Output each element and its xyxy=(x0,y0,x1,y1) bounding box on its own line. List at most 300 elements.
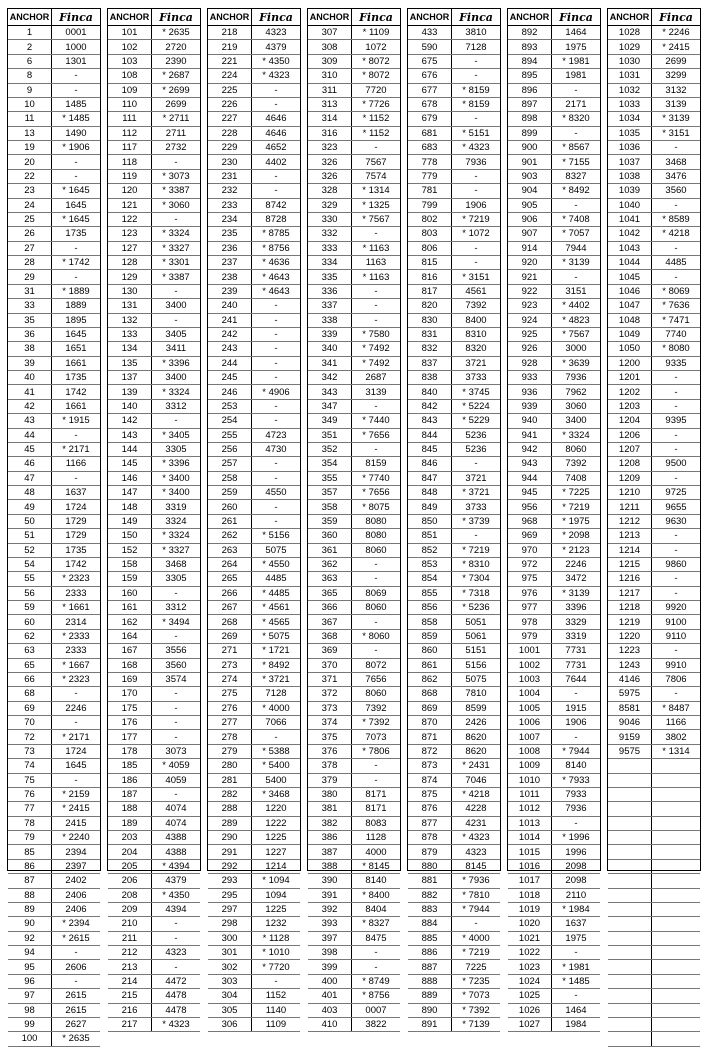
finca-code: * 7219 xyxy=(462,947,490,959)
finca-code: * 7944 xyxy=(562,745,590,757)
finca-code: * 7440 xyxy=(362,415,390,427)
finca-code: - xyxy=(674,587,678,599)
anchor-code: 46 xyxy=(8,457,52,470)
table-row xyxy=(608,730,700,744)
anchor-code: 279 xyxy=(208,745,252,758)
table-row xyxy=(408,630,500,644)
anchor-code: 119 xyxy=(108,170,152,183)
finca-code: 2606 xyxy=(65,961,87,973)
finca-code: 7731 xyxy=(565,659,587,671)
table-row xyxy=(508,500,600,514)
finca-code: * 8756 xyxy=(362,990,390,1002)
table-row xyxy=(8,328,100,342)
finca-code: 3139 xyxy=(665,99,687,111)
finca-code: - xyxy=(274,415,278,427)
anchor-code: 806 xyxy=(408,242,452,255)
table-row xyxy=(308,371,400,385)
table-row xyxy=(308,774,400,788)
anchor-code: 48 xyxy=(8,486,52,499)
anchor-code: 237 xyxy=(208,256,252,269)
anchor-code: 1022 xyxy=(508,946,552,959)
finca-code: * 8072 xyxy=(362,70,390,82)
conversion-table xyxy=(7,8,101,1045)
table-row xyxy=(508,817,600,831)
anchor-code: 380 xyxy=(308,788,352,801)
finca-code: 8404 xyxy=(365,904,387,916)
finca-code: 8072 xyxy=(365,659,387,671)
anchor-code: 1031 xyxy=(608,69,652,82)
anchor-code: 204 xyxy=(108,845,152,858)
finca-code: 1222 xyxy=(265,817,287,829)
table-row xyxy=(8,529,100,543)
table-row xyxy=(8,745,100,759)
finca-code: - xyxy=(174,961,178,973)
table-row xyxy=(408,874,500,888)
table-row xyxy=(8,429,100,443)
finca-code: - xyxy=(574,990,578,1002)
anchor-header: ANCHOR xyxy=(308,9,352,25)
anchor-code: 328 xyxy=(308,184,352,197)
table-row xyxy=(508,342,600,356)
anchor-code: 369 xyxy=(308,644,352,657)
finca-code: - xyxy=(574,84,578,96)
finca-code: * 3324 xyxy=(162,530,190,542)
table-row xyxy=(208,960,300,974)
table-row xyxy=(308,644,400,658)
table-row xyxy=(308,946,400,960)
table-row xyxy=(408,55,500,69)
table-row xyxy=(8,802,100,816)
anchor-code: 920 xyxy=(508,256,552,269)
table-row xyxy=(8,716,100,730)
table-row xyxy=(108,774,200,788)
anchor-code: 896 xyxy=(508,84,552,97)
anchor-code: 362 xyxy=(308,558,352,571)
anchor-code: 868 xyxy=(408,687,452,700)
table-row xyxy=(108,184,200,198)
finca-code: * 1906 xyxy=(62,142,90,154)
finca-code: - xyxy=(274,343,278,355)
table-row xyxy=(308,472,400,486)
table-row xyxy=(208,687,300,701)
finca-code: 3319 xyxy=(165,501,187,513)
finca-code: 4485 xyxy=(265,573,287,585)
anchor-code: 94 xyxy=(8,946,52,959)
table-row xyxy=(108,716,200,730)
finca-code: * 4218 xyxy=(462,789,490,801)
anchor-code: 188 xyxy=(108,802,152,815)
finca-code: - xyxy=(574,127,578,139)
finca-code: 8599 xyxy=(465,702,487,714)
finca-code: - xyxy=(474,185,478,197)
finca-code: 8620 xyxy=(465,731,487,743)
anchor-code: 231 xyxy=(208,170,252,183)
table-row xyxy=(208,659,300,673)
anchor-code: 889 xyxy=(408,989,452,1002)
anchor-code: 1217 xyxy=(608,587,652,600)
table-row xyxy=(208,903,300,917)
table-row xyxy=(608,270,700,284)
table-row xyxy=(408,371,500,385)
anchor-code: 1009 xyxy=(508,759,552,772)
finca-code: * 3721 xyxy=(262,674,290,686)
finca-code: 8060 xyxy=(365,602,387,614)
finca-code: * 3060 xyxy=(162,199,190,211)
table-row xyxy=(308,702,400,716)
anchor-code: 274 xyxy=(208,673,252,686)
table-row xyxy=(408,213,500,227)
finca-code: - xyxy=(674,400,678,412)
anchor-code: 905 xyxy=(508,199,552,212)
finca-code: * 7408 xyxy=(562,214,590,226)
anchor-code: 164 xyxy=(108,630,152,643)
anchor-code xyxy=(608,989,652,1002)
table-row xyxy=(208,644,300,658)
table-row xyxy=(8,127,100,141)
finca-code: - xyxy=(74,271,78,283)
table-row xyxy=(208,227,300,241)
finca-code: * 4485 xyxy=(262,587,290,599)
finca-code: 7936 xyxy=(565,803,587,815)
finca-code: 2699 xyxy=(665,55,687,67)
anchor-code: 803 xyxy=(408,227,452,240)
table-row xyxy=(108,630,200,644)
finca-code: 3733 xyxy=(465,501,487,513)
table-row xyxy=(508,55,600,69)
finca-code: - xyxy=(474,170,478,182)
table-row xyxy=(8,256,100,270)
anchor-code: 1218 xyxy=(608,601,652,614)
anchor-code: 52 xyxy=(8,544,52,557)
table-row xyxy=(208,845,300,859)
finca-code: 2246 xyxy=(565,559,587,571)
finca-code: 2402 xyxy=(65,875,87,887)
table-row xyxy=(608,615,700,629)
table-row xyxy=(508,989,600,1003)
finca-code: - xyxy=(374,616,378,628)
anchor-code: 55 xyxy=(8,572,52,585)
table-row xyxy=(208,141,300,155)
finca-code: 1651 xyxy=(65,343,87,355)
finca-code: - xyxy=(374,300,378,312)
table-row xyxy=(308,127,400,141)
table-row xyxy=(208,759,300,773)
finca-code: 2397 xyxy=(65,860,87,872)
table-row xyxy=(608,414,700,428)
table-row xyxy=(408,155,500,169)
anchor-code xyxy=(608,845,652,858)
table-row xyxy=(608,385,700,399)
anchor-code: 244 xyxy=(208,357,252,370)
table-row xyxy=(308,529,400,543)
anchor-code: 120 xyxy=(108,184,152,197)
anchor-code: 843 xyxy=(408,414,452,427)
table-row xyxy=(108,673,200,687)
finca-code: * 3468 xyxy=(262,789,290,801)
table-row xyxy=(308,328,400,342)
finca-code: 2098 xyxy=(565,860,587,872)
anchor-code: 914 xyxy=(508,242,552,255)
table-row xyxy=(508,69,600,83)
anchor-code: 221 xyxy=(208,55,252,68)
anchor-code: 185 xyxy=(108,759,152,772)
anchor-code: 23 xyxy=(8,184,52,197)
finca-code: * 3324 xyxy=(562,429,590,441)
finca-code: * 3139 xyxy=(662,113,690,125)
finca-code: * 3151 xyxy=(462,271,490,283)
finca-code: 7731 xyxy=(565,645,587,657)
finca-code: * 7073 xyxy=(462,990,490,1002)
table-row xyxy=(108,55,200,69)
table-row xyxy=(8,759,100,773)
conversion-table xyxy=(507,8,601,1031)
table-row xyxy=(408,601,500,615)
table-row xyxy=(408,903,500,917)
anchor-code: 1210 xyxy=(608,486,652,499)
finca-code: 1645 xyxy=(65,329,87,341)
finca-code: * 7392 xyxy=(362,717,390,729)
table-row xyxy=(308,457,400,471)
table-row xyxy=(208,730,300,744)
table-row xyxy=(508,558,600,572)
table-row xyxy=(308,960,400,974)
finca-code: 7574 xyxy=(365,170,387,182)
finca-code: 9500 xyxy=(665,458,687,470)
anchor-code: 225 xyxy=(208,84,252,97)
table-row xyxy=(408,687,500,701)
finca-code: 0007 xyxy=(365,1004,387,1016)
table-row xyxy=(208,170,300,184)
table-header xyxy=(408,9,500,26)
table-row xyxy=(108,644,200,658)
table-row xyxy=(608,242,700,256)
table-row xyxy=(208,98,300,112)
table-row xyxy=(208,558,300,572)
table-row xyxy=(108,84,200,98)
finca-code: 2615 xyxy=(65,990,87,1002)
finca-code: 3810 xyxy=(465,27,487,39)
table-row xyxy=(208,946,300,960)
table-row xyxy=(208,256,300,270)
table-row xyxy=(408,227,500,241)
table-row xyxy=(508,457,600,471)
finca-code: * 2159 xyxy=(62,789,90,801)
anchor-code: 39 xyxy=(8,357,52,370)
anchor-code: 888 xyxy=(408,975,452,988)
anchor-code: 978 xyxy=(508,615,552,628)
anchor-code: 218 xyxy=(208,26,252,39)
anchor-code: 339 xyxy=(308,328,352,341)
table-row xyxy=(8,270,100,284)
table-row xyxy=(508,946,600,960)
finca-code: * 1996 xyxy=(562,832,590,844)
anchor-code: 853 xyxy=(408,558,452,571)
anchor-code: 367 xyxy=(308,615,352,628)
anchor-code: 205 xyxy=(108,860,152,873)
finca-code: - xyxy=(274,731,278,743)
finca-code: * 8320 xyxy=(562,113,590,125)
finca-code: * 2246 xyxy=(662,27,690,39)
anchor-code: 130 xyxy=(108,285,152,298)
anchor-code xyxy=(608,759,652,772)
finca-code: 1485 xyxy=(65,99,87,111)
finca-code xyxy=(652,788,700,801)
finca-code: - xyxy=(674,271,678,283)
finca-code: 4323 xyxy=(265,27,287,39)
anchor-code: 388 xyxy=(308,860,352,873)
finca-code: - xyxy=(474,113,478,125)
anchor-code: 895 xyxy=(508,69,552,82)
anchor-code: 29 xyxy=(8,270,52,283)
anchor-code: 149 xyxy=(108,515,152,528)
anchor-code: 332 xyxy=(308,227,352,240)
table-row xyxy=(408,529,500,543)
table-row xyxy=(8,385,100,399)
table-row xyxy=(108,903,200,917)
table-row xyxy=(308,659,400,673)
anchor-code: 378 xyxy=(308,759,352,772)
finca-code: * 2123 xyxy=(562,544,590,556)
anchor-code: 928 xyxy=(508,357,552,370)
table-row xyxy=(208,702,300,716)
anchor-code: 831 xyxy=(408,328,452,341)
finca-code: 4074 xyxy=(165,803,187,815)
table-row xyxy=(408,84,500,98)
anchor-code: 781 xyxy=(408,184,452,197)
finca-code: * 4823 xyxy=(562,314,590,326)
finca-code: - xyxy=(574,199,578,211)
anchor-code: 160 xyxy=(108,587,152,600)
finca-code xyxy=(652,903,700,916)
table-row xyxy=(308,443,400,457)
table-row xyxy=(8,213,100,227)
table-row xyxy=(508,903,600,917)
finca-code: * 3400 xyxy=(162,487,190,499)
table-row xyxy=(108,544,200,558)
finca-code: - xyxy=(474,530,478,542)
anchor-header: ANCHOR xyxy=(208,9,252,25)
finca-code: - xyxy=(474,70,478,82)
anchor-code: 679 xyxy=(408,112,452,125)
anchor-code: 98 xyxy=(8,1004,52,1017)
anchor-code: 99 xyxy=(8,1018,52,1031)
table-row xyxy=(508,889,600,903)
finca-code: * 7740 xyxy=(362,472,390,484)
table-row xyxy=(608,630,700,644)
table-row xyxy=(408,170,500,184)
table-row xyxy=(608,486,700,500)
table-row xyxy=(208,242,300,256)
table-row xyxy=(408,40,500,54)
anchor-code: 139 xyxy=(108,385,152,398)
anchor-code: 1041 xyxy=(608,213,652,226)
table-row xyxy=(308,500,400,514)
table-row xyxy=(8,1032,100,1046)
table-row xyxy=(108,817,200,831)
table-row xyxy=(408,1018,500,1032)
finca-code: * 7567 xyxy=(362,214,390,226)
anchor-code: 112 xyxy=(108,127,152,140)
anchor-code: 100 xyxy=(8,1032,52,1045)
table-row xyxy=(508,860,600,874)
table-row xyxy=(208,385,300,399)
table-row xyxy=(508,730,600,744)
finca-code: * 8756 xyxy=(262,242,290,254)
anchor-code: 939 xyxy=(508,400,552,413)
finca-code: 7225 xyxy=(465,961,487,973)
anchor-code xyxy=(608,917,652,930)
table-row xyxy=(508,385,600,399)
table-row xyxy=(408,730,500,744)
anchor-code: 288 xyxy=(208,802,252,815)
anchor-code: 1046 xyxy=(608,285,652,298)
anchor-code: 1010 xyxy=(508,774,552,787)
anchor-code: 1025 xyxy=(508,989,552,1002)
table-row xyxy=(408,759,500,773)
table-row xyxy=(8,831,100,845)
finca-code: 8083 xyxy=(365,817,387,829)
anchor-code: 376 xyxy=(308,745,352,758)
finca-code: 2732 xyxy=(165,142,187,154)
finca-code: 7046 xyxy=(465,774,487,786)
anchor-code: 59 xyxy=(8,601,52,614)
finca-code: * 7057 xyxy=(562,228,590,240)
anchor-code: 890 xyxy=(408,1004,452,1017)
finca-code: 8140 xyxy=(565,760,587,772)
anchor-code: 158 xyxy=(108,558,152,571)
anchor-code: 1004 xyxy=(508,687,552,700)
anchor-code: 347 xyxy=(308,400,352,413)
anchor-code: 869 xyxy=(408,702,452,715)
anchor-code: 36 xyxy=(8,328,52,341)
table-row xyxy=(308,314,400,328)
finca-code: 1661 xyxy=(65,357,87,369)
anchor-code xyxy=(608,860,652,873)
anchor-code: 382 xyxy=(308,817,352,830)
anchor-code: 26 xyxy=(8,227,52,240)
table-row xyxy=(508,170,600,184)
anchor-code: 134 xyxy=(108,342,152,355)
table-row xyxy=(608,127,700,141)
finca-code: 4723 xyxy=(265,429,287,441)
finca-code: 9655 xyxy=(665,501,687,513)
anchor-code: 117 xyxy=(108,141,152,154)
table-row xyxy=(208,889,300,903)
anchor-code: 212 xyxy=(108,946,152,959)
anchor-code: 1208 xyxy=(608,457,652,470)
anchor-code: 101 xyxy=(108,26,152,39)
finca-code: 7944 xyxy=(565,242,587,254)
table-row xyxy=(108,831,200,845)
anchor-code: 147 xyxy=(108,486,152,499)
anchor-code: 875 xyxy=(408,788,452,801)
anchor-code: 246 xyxy=(208,385,252,398)
finca-code: * 8159 xyxy=(462,84,490,96)
anchor-code: 1033 xyxy=(608,98,652,111)
table-row xyxy=(308,400,400,414)
anchor-code: 850 xyxy=(408,515,452,528)
finca-code: - xyxy=(174,156,178,168)
finca-code: * 4323 xyxy=(462,832,490,844)
finca-code: 1735 xyxy=(65,228,87,240)
finca-code: 8310 xyxy=(465,329,487,341)
anchor-code: 799 xyxy=(408,199,452,212)
finca-code: 8060 xyxy=(365,544,387,556)
finca-code: * 3073 xyxy=(162,170,190,182)
anchor-code: 97 xyxy=(8,989,52,1002)
anchor-code: 268 xyxy=(208,615,252,628)
table-row xyxy=(408,141,500,155)
